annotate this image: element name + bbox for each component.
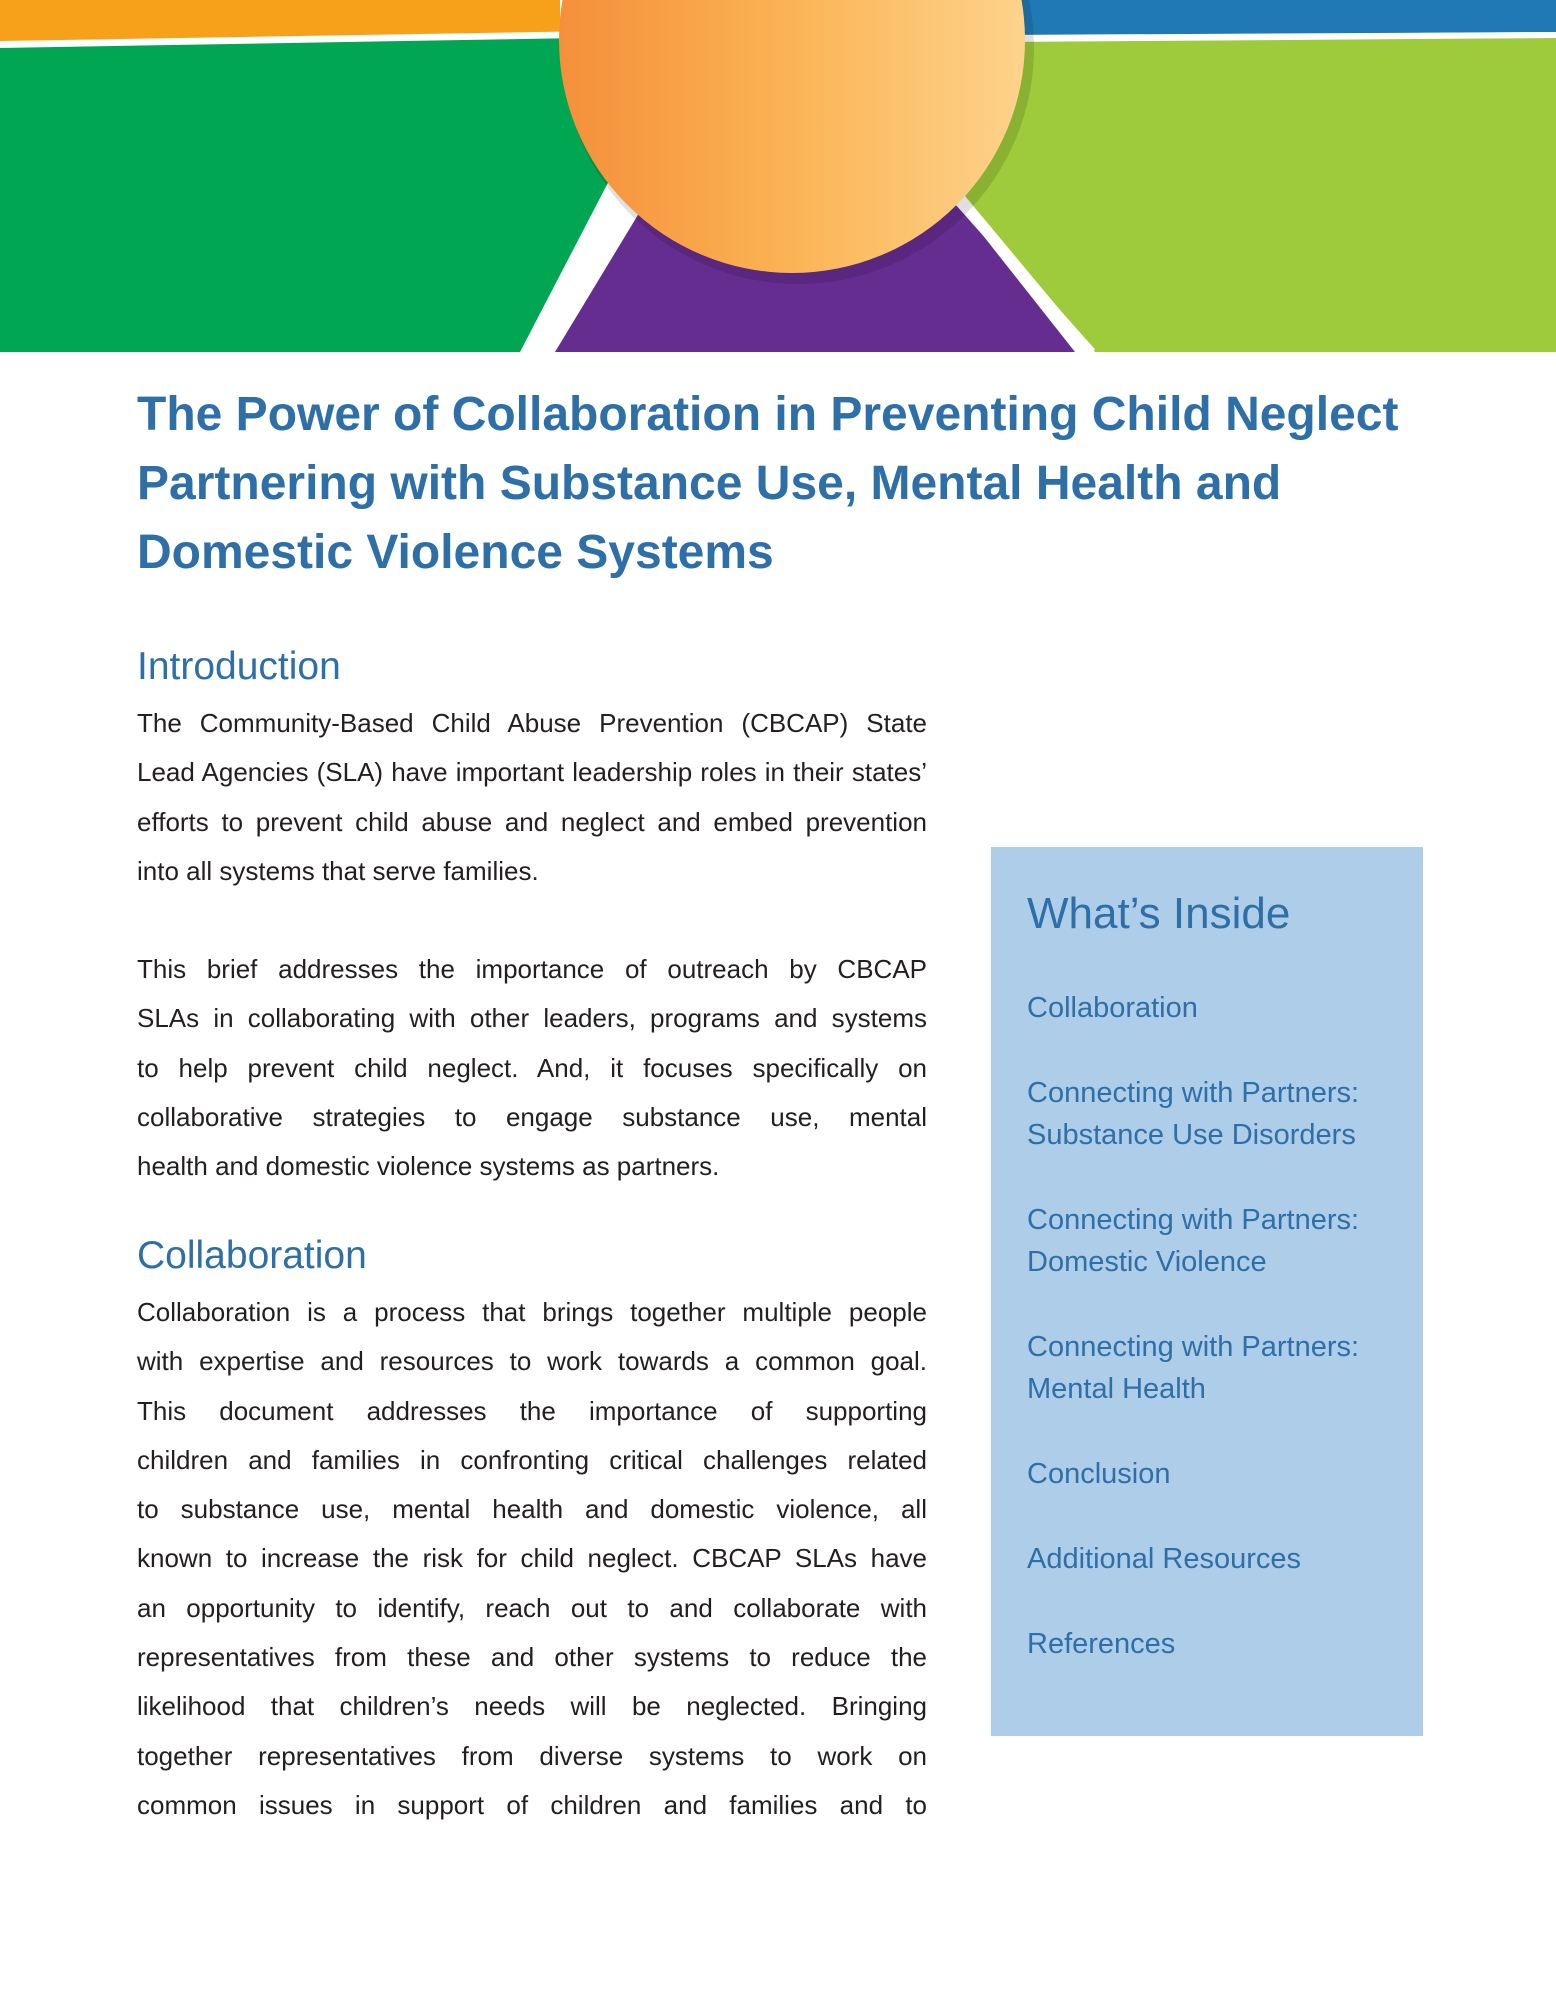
- introduction-paragraph-2: [137, 945, 927, 1191]
- text-line: representatives from these and other systems to reduce the: [137, 1642, 927, 1673]
- text-line: efforts to prevent child abuse and neglect and embed prevention: [137, 806, 927, 837]
- introduction-paragraph-1: [137, 699, 927, 896]
- text-line: SLAs in collaborating with other leaders, programs and systems: [137, 1003, 927, 1034]
- page-title-line: Partnering with Substance Use, Mental Health and: [137, 457, 1282, 510]
- page-title-line: Domestic Violence Systems: [137, 526, 774, 579]
- toc-item-substance-use[interactable]: [1027, 1072, 1359, 1156]
- text-line: This brief addresses the importance of outreach by CBCAP: [137, 954, 927, 984]
- whats-inside-sidebar: [991, 847, 1423, 1736]
- text-line: collaborative strategies to engage substance use, mental: [137, 1101, 927, 1132]
- text-line: This document addresses the importance of supporting: [137, 1395, 927, 1426]
- toc-item-label: Additional Resources: [1027, 1543, 1302, 1575]
- collaboration-paragraph: [137, 1288, 927, 1830]
- text-line: Collaboration is a process that brings together multiple people: [137, 1297, 927, 1327]
- text-line: Lead Agencies (SLA) have important leadership roles in their states’: [137, 757, 927, 788]
- toc-item-label: Connecting with Partners:: [1027, 1077, 1360, 1109]
- toc-item-label: Mental Health: [1027, 1373, 1206, 1405]
- banner-blue-stripe: [1000, 0, 1556, 36]
- banner-green-panel: [0, 38, 625, 352]
- text-line: known to increase the risk for child neglect. CBCAP SLAs have: [137, 1543, 927, 1574]
- text-line: The Community-Based Child Abuse Prevention (CBCAP) State: [137, 708, 927, 738]
- toc-item-collaboration[interactable]: [1027, 987, 1198, 1029]
- toc-item-label: References: [1027, 1628, 1176, 1660]
- sidebar-heading: What’s Inside: [1027, 889, 1291, 938]
- collaboration-heading: Collaboration: [137, 1234, 367, 1277]
- toc-item-label: Connecting with Partners:: [1027, 1331, 1360, 1363]
- text-line: to help prevent child neglect. And, it focuses specifically on: [137, 1052, 927, 1083]
- page-title: [137, 380, 1437, 587]
- text-line: health and domestic violence systems as partners.: [137, 1151, 720, 1182]
- toc-item-conclusion[interactable]: [1027, 1453, 1170, 1495]
- text-line: children and families in confronting critical challenges related: [137, 1444, 927, 1475]
- text-line: to substance use, mental health and domestic violence, all: [137, 1494, 927, 1525]
- banner-graphic: [0, 0, 1556, 352]
- toc-item-label: Conclusion: [1027, 1458, 1171, 1490]
- toc-item-mental-health[interactable]: [1027, 1326, 1359, 1410]
- text-line: likelihood that children’s needs will be neglected. Bringing: [137, 1691, 927, 1722]
- toc-item-domestic-violence[interactable]: [1027, 1199, 1359, 1283]
- introduction-heading: Introduction: [137, 645, 341, 688]
- text-line: with expertise and resources to work towards a common goal.: [137, 1346, 927, 1377]
- toc-item-label: Substance Use Disorders: [1027, 1119, 1356, 1151]
- toc-item-label: Domestic Violence: [1027, 1246, 1267, 1278]
- text-line: into all systems that serve families.: [137, 855, 539, 886]
- toc-item-additional-resources[interactable]: [1027, 1538, 1301, 1580]
- page-title-line: The Power of Collaboration in Preventing Child Neglect: [137, 388, 1399, 441]
- toc-item-references[interactable]: [1027, 1623, 1175, 1665]
- toc-item-label: Collaboration: [1027, 992, 1198, 1024]
- text-line: together representatives from diverse systems to work on: [137, 1740, 927, 1771]
- text-line: an opportunity to identify, reach out to and collaborate with: [137, 1592, 927, 1623]
- toc-item-label: Connecting with Partners:: [1027, 1204, 1360, 1236]
- text-line: common issues in support of children and families and to: [137, 1789, 927, 1820]
